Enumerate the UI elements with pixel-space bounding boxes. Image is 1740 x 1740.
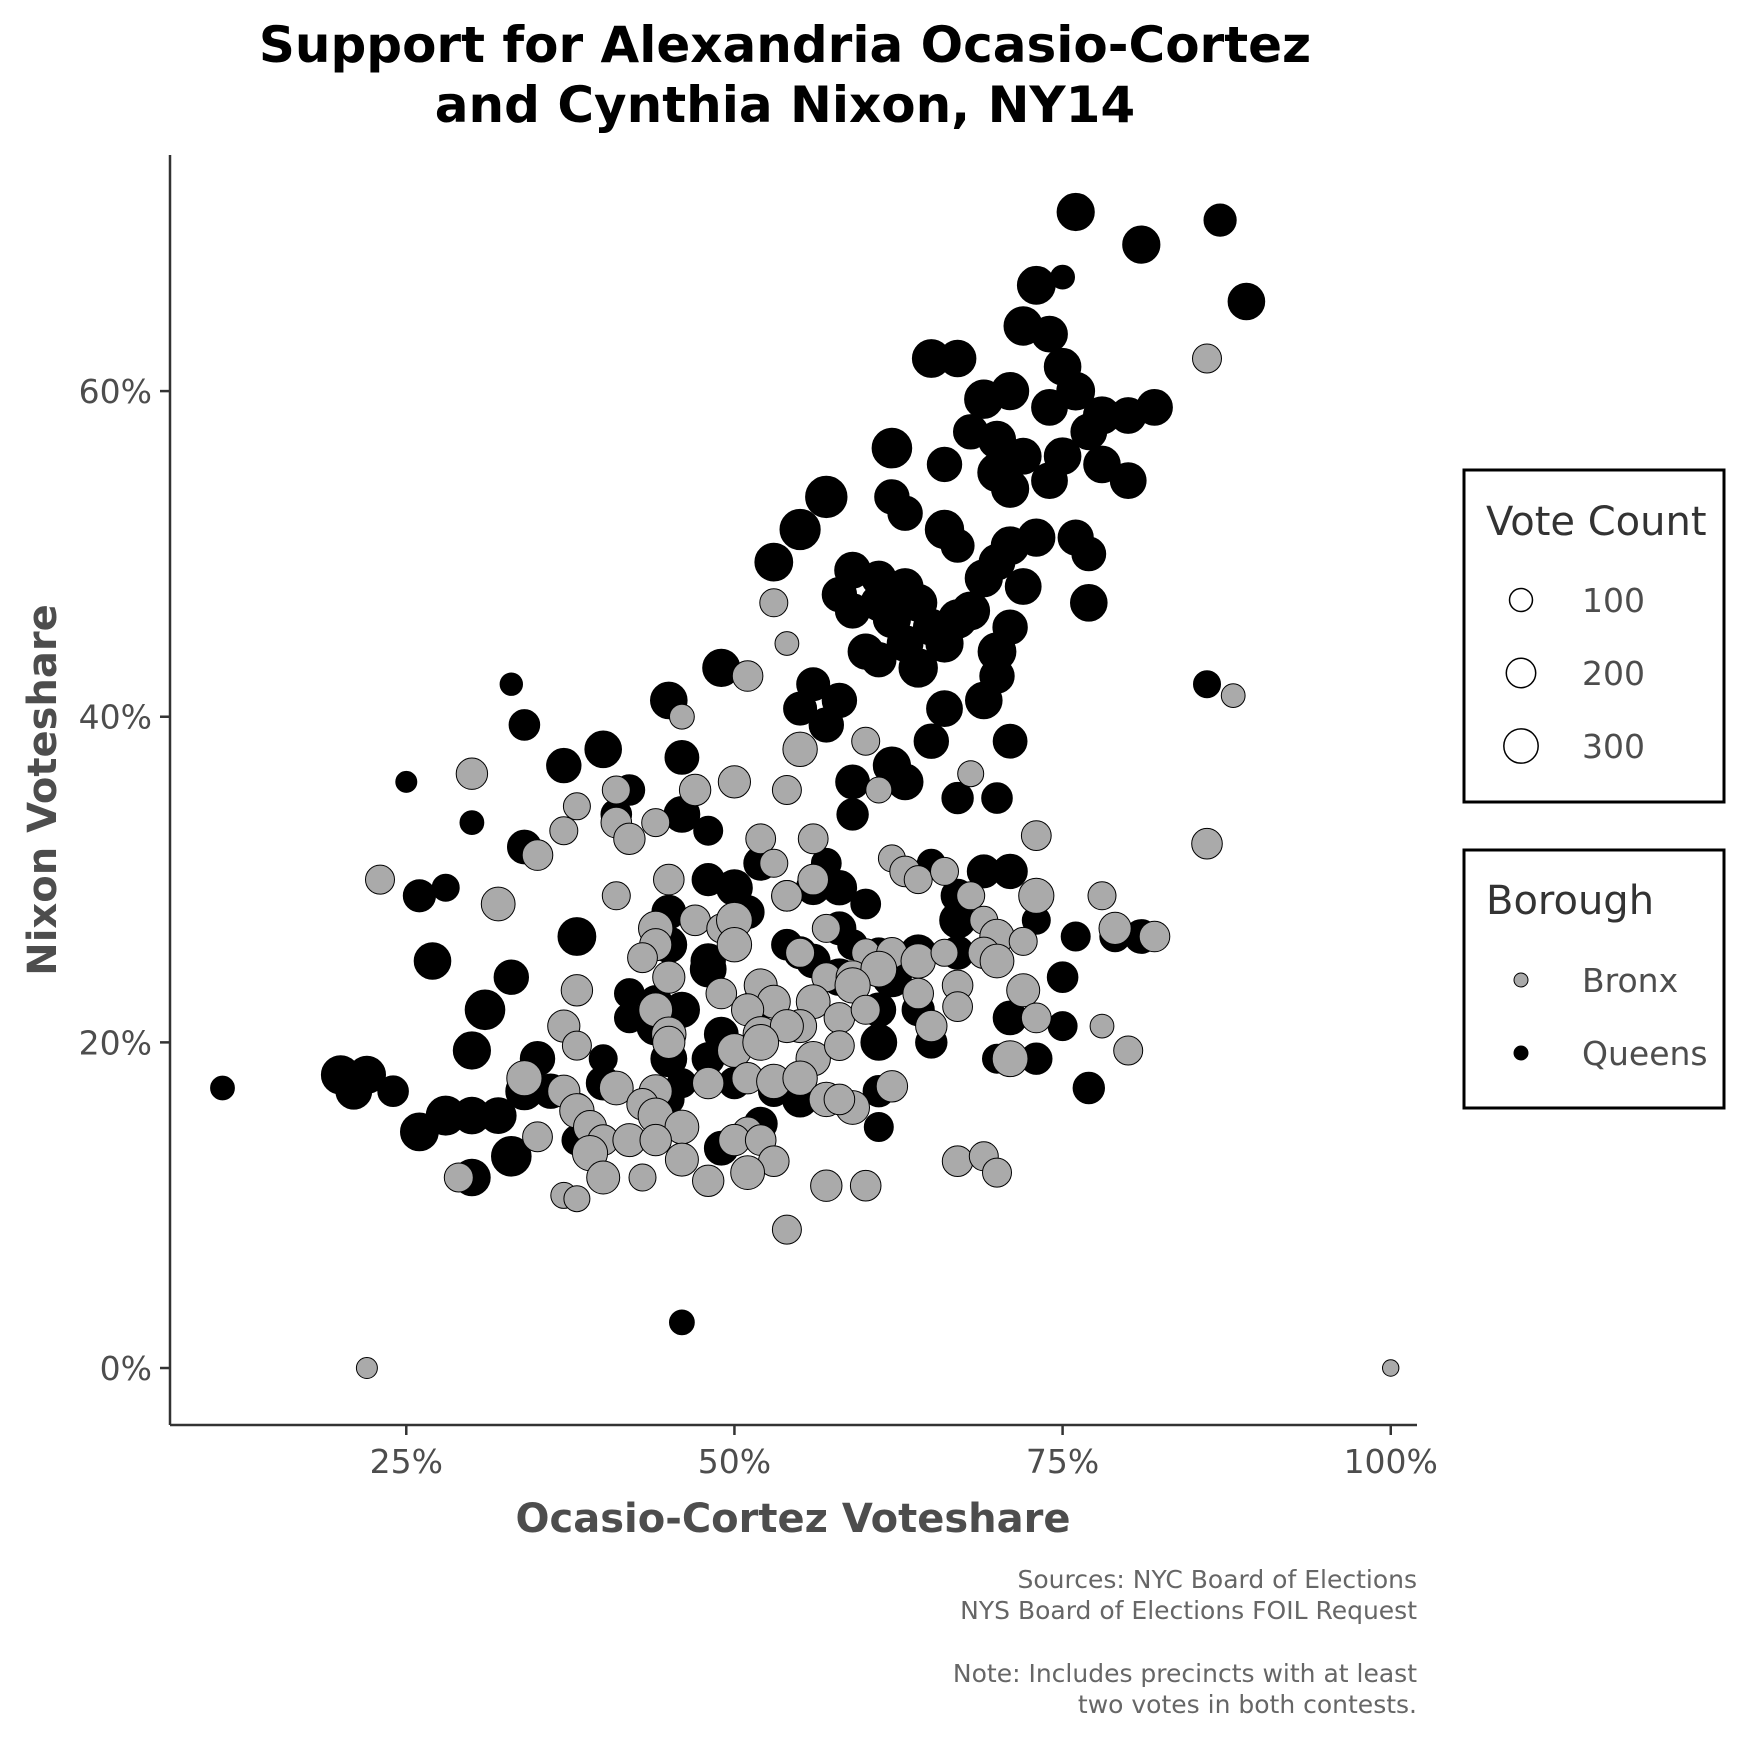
point-queens xyxy=(780,509,820,549)
size-legend-key xyxy=(1504,729,1538,763)
point-bronx xyxy=(931,857,959,885)
y-axis-title: Nixon Voteshare xyxy=(20,604,66,976)
point-bronx xyxy=(366,865,395,894)
point-queens xyxy=(211,1076,235,1100)
point-bronx xyxy=(731,1156,765,1190)
point-bronx xyxy=(798,864,829,895)
point-queens xyxy=(1110,463,1146,499)
point-queens xyxy=(837,799,868,830)
y-tick-label: 0% xyxy=(99,1349,152,1389)
point-bronx xyxy=(563,793,590,820)
point-bronx xyxy=(901,944,935,978)
point-bronx xyxy=(717,928,751,962)
point-bronx xyxy=(783,732,817,766)
point-bronx xyxy=(903,978,934,1009)
point-queens xyxy=(836,765,870,799)
point-bronx xyxy=(456,758,487,789)
x-axis-title: Ocasio-Cortez Voteshare xyxy=(515,1496,1071,1542)
point-queens xyxy=(887,764,923,800)
point-bronx xyxy=(693,1165,724,1196)
point-queens xyxy=(1071,585,1108,622)
size-legend-label: 200 xyxy=(1582,654,1645,693)
ticks-layer xyxy=(79,372,1438,1481)
point-bronx xyxy=(564,1186,590,1212)
point-queens xyxy=(982,783,1013,814)
point-queens xyxy=(965,560,1002,597)
point-queens xyxy=(1047,962,1078,993)
point-bronx xyxy=(1090,1014,1114,1038)
y-tick-label: 60% xyxy=(78,372,152,412)
point-bronx xyxy=(653,1026,685,1058)
size-legend-key xyxy=(1506,658,1535,687)
point-bronx xyxy=(444,1163,473,1192)
point-queens xyxy=(848,634,883,669)
x-tick-label: 25% xyxy=(369,1442,443,1481)
point-queens xyxy=(993,854,1027,888)
point-bronx xyxy=(507,1061,542,1096)
point-queens xyxy=(942,782,973,813)
point-queens xyxy=(939,340,976,377)
point-queens xyxy=(509,710,540,741)
point-bronx xyxy=(851,995,880,1024)
point-queens xyxy=(432,874,459,901)
point-bronx xyxy=(356,1358,377,1379)
point-queens xyxy=(899,649,937,687)
point-queens xyxy=(888,496,922,530)
point-bronx xyxy=(760,589,788,617)
point-queens xyxy=(1032,316,1068,352)
point-queens xyxy=(864,1113,893,1142)
size-legend-label: 100 xyxy=(1582,581,1645,620)
point-bronx xyxy=(942,1146,973,1177)
point-queens xyxy=(1137,390,1173,426)
point-queens xyxy=(927,447,961,481)
point-queens xyxy=(403,880,435,912)
point-bronx xyxy=(1007,974,1040,1007)
point-bronx xyxy=(629,1164,656,1191)
point-bronx xyxy=(772,881,803,912)
point-queens xyxy=(755,543,793,581)
point-bronx xyxy=(983,1158,1012,1187)
point-bronx xyxy=(1139,921,1170,952)
caption-line-4: Note: Includes precincts with at least xyxy=(952,1659,1417,1688)
point-bronx xyxy=(743,1025,779,1061)
point-queens xyxy=(670,1310,695,1335)
point-queens xyxy=(460,811,484,835)
point-bronx xyxy=(587,1161,620,1194)
x-tick-label: 100% xyxy=(1343,1442,1438,1481)
point-queens xyxy=(396,771,417,792)
point-queens xyxy=(1017,266,1055,304)
point-queens xyxy=(401,1113,439,1151)
point-bronx xyxy=(786,938,815,967)
point-bronx xyxy=(614,823,645,854)
point-queens xyxy=(809,708,843,742)
point-bronx xyxy=(693,1067,724,1098)
point-bronx xyxy=(1221,684,1245,708)
points-layer xyxy=(211,193,1399,1378)
x-tick-label: 75% xyxy=(1025,1442,1100,1481)
color-legend-key-bronx xyxy=(1514,973,1528,987)
point-bronx xyxy=(866,777,892,803)
point-queens xyxy=(480,1098,516,1134)
point-queens xyxy=(1123,226,1160,263)
point-queens xyxy=(336,1073,372,1109)
point-bronx xyxy=(957,882,985,910)
point-bronx xyxy=(825,1031,855,1061)
point-bronx xyxy=(1009,927,1037,955)
point-bronx xyxy=(653,961,685,993)
point-queens xyxy=(500,673,522,695)
point-bronx xyxy=(732,661,763,692)
point-bronx xyxy=(824,1084,855,1115)
point-bronx xyxy=(1383,1360,1399,1376)
point-bronx xyxy=(523,1122,553,1152)
caption-line-1: Sources: NYC Board of Elections xyxy=(1017,1565,1417,1594)
point-queens xyxy=(992,373,1029,410)
point-bronx xyxy=(850,1170,881,1201)
point-queens xyxy=(694,816,723,845)
point-bronx xyxy=(798,824,828,854)
point-bronx xyxy=(680,905,711,936)
point-bronx xyxy=(522,840,553,871)
point-bronx xyxy=(931,939,958,966)
point-bronx xyxy=(958,761,984,787)
point-bronx xyxy=(602,776,630,804)
point-queens xyxy=(585,731,622,768)
point-queens xyxy=(992,470,1029,507)
point-bronx xyxy=(1019,878,1054,913)
point-bronx xyxy=(992,1041,1028,1077)
size-legend-title: Vote Count xyxy=(1486,499,1707,545)
point-bronx xyxy=(481,887,515,921)
point-bronx xyxy=(775,632,799,656)
point-bronx xyxy=(718,766,750,798)
point-queens xyxy=(993,724,1027,758)
point-bronx xyxy=(561,975,592,1006)
point-bronx xyxy=(642,809,670,837)
point-queens xyxy=(1073,1072,1104,1103)
point-bronx xyxy=(1193,344,1222,373)
size-legend-label: 300 xyxy=(1582,727,1645,766)
point-queens xyxy=(927,691,963,727)
point-bronx xyxy=(852,727,880,755)
point-bronx xyxy=(1114,1036,1143,1065)
point-bronx xyxy=(640,1124,671,1155)
point-queens xyxy=(1228,283,1265,320)
chart-title-line-1: Support for Alexandria Ocasio-Cortez xyxy=(258,16,1312,74)
point-queens xyxy=(1032,390,1068,426)
point-queens xyxy=(851,889,881,919)
point-bronx xyxy=(772,1215,801,1244)
point-bronx xyxy=(876,1071,907,1102)
point-queens xyxy=(914,724,948,758)
point-bronx xyxy=(1099,912,1131,944)
color-legend-label: Bronx xyxy=(1582,961,1679,1000)
point-bronx xyxy=(943,992,973,1022)
point-bronx xyxy=(1021,821,1051,851)
point-bronx xyxy=(562,1031,591,1060)
point-bronx xyxy=(670,704,695,729)
point-bronx xyxy=(760,849,788,877)
point-bronx xyxy=(904,866,932,894)
point-bronx xyxy=(665,1143,698,1176)
point-queens xyxy=(966,682,1003,719)
point-bronx xyxy=(628,943,658,973)
point-queens xyxy=(1057,193,1094,230)
point-queens xyxy=(1204,204,1236,236)
point-bronx xyxy=(811,1170,842,1201)
point-bronx xyxy=(980,944,1014,978)
color-legend-label: Queens xyxy=(1582,1034,1708,1073)
point-queens xyxy=(547,748,581,782)
point-queens xyxy=(665,741,699,775)
color-legend-title: Borough xyxy=(1486,878,1655,924)
point-bronx xyxy=(1192,828,1223,859)
point-bronx xyxy=(1088,882,1116,910)
point-queens xyxy=(1048,1012,1077,1041)
point-queens xyxy=(1051,265,1075,289)
point-queens xyxy=(1018,519,1055,556)
point-queens xyxy=(1194,671,1221,698)
color-legend-key-queens xyxy=(1514,1046,1528,1060)
point-queens xyxy=(465,990,505,1030)
point-queens xyxy=(1072,537,1106,571)
point-queens xyxy=(378,1076,409,1107)
point-bronx xyxy=(602,882,630,910)
point-bronx xyxy=(1021,1003,1051,1033)
point-queens xyxy=(414,943,451,980)
y-tick-label: 40% xyxy=(78,697,152,737)
point-bronx xyxy=(679,774,710,805)
point-queens xyxy=(1005,569,1041,605)
point-queens xyxy=(558,918,596,956)
point-queens xyxy=(494,960,528,994)
size-legend-key xyxy=(1510,589,1533,612)
point-queens xyxy=(835,594,869,628)
point-bronx xyxy=(550,817,578,845)
point-queens xyxy=(453,1032,490,1069)
point-queens xyxy=(1032,463,1068,499)
point-queens xyxy=(872,428,912,468)
point-queens xyxy=(806,476,847,517)
point-bronx xyxy=(812,914,840,942)
point-bronx xyxy=(916,1010,947,1041)
point-queens xyxy=(861,1025,897,1061)
point-bronx xyxy=(654,864,685,895)
x-tick-label: 50% xyxy=(697,1442,772,1481)
chart-title-line-2: and Cynthia Nixon, NY14 xyxy=(434,76,1136,134)
caption-line-5: two votes in both contests. xyxy=(1077,1690,1417,1719)
point-queens xyxy=(1061,922,1090,951)
y-tick-label: 20% xyxy=(78,1023,152,1063)
point-queens xyxy=(941,529,974,562)
point-bronx xyxy=(772,776,801,805)
caption-line-2: NYS Board of Elections FOIL Request xyxy=(960,1596,1417,1625)
point-bronx xyxy=(824,1003,855,1034)
